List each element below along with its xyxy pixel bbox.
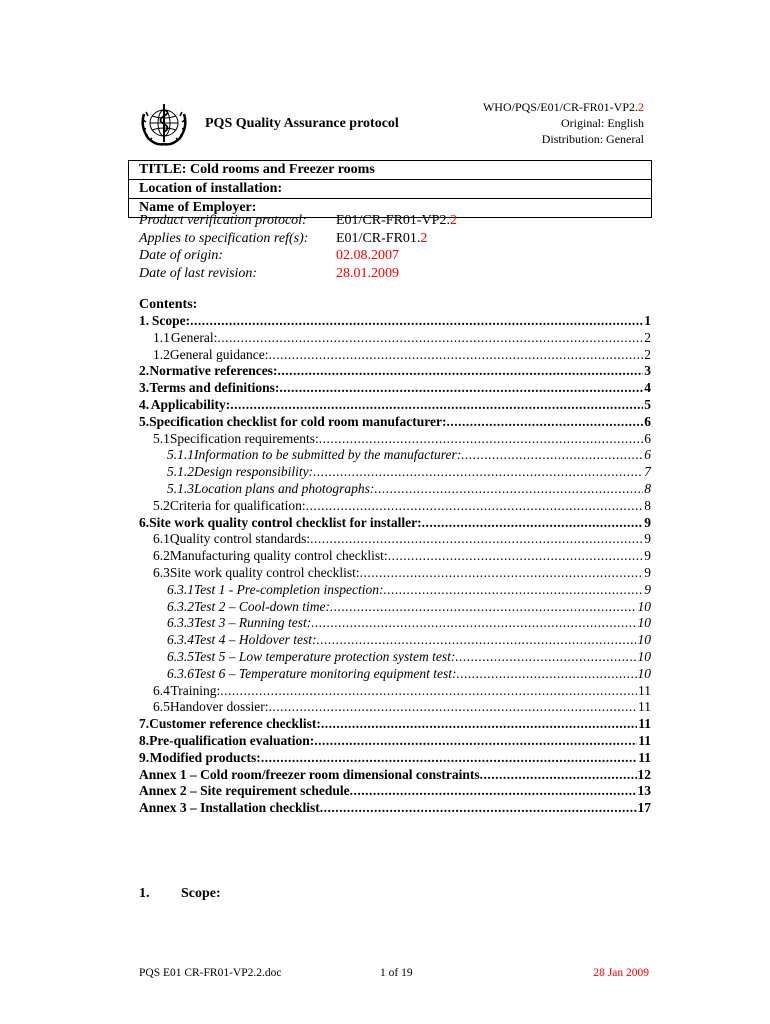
section-number: 1.: [139, 886, 150, 901]
toc-entry-page: 5: [644, 396, 651, 412]
toc-entry-page: 3: [644, 363, 651, 379]
toc-entry-title: Manufacturing quality control checklist:: [169, 548, 388, 564]
toc-entry-page: 17: [637, 800, 651, 816]
toc-dot-leader: [388, 548, 644, 565]
toc-entry[interactable]: [139, 683, 651, 700]
toc-entry[interactable]: [139, 599, 651, 616]
toc-entry-page: 2: [644, 346, 651, 362]
toc-dot-leader: [383, 582, 643, 599]
toc-dot-leader: [360, 565, 644, 582]
toc-entry-title: Annex 2 – Site requirement schedule: [139, 783, 350, 799]
toc-entry[interactable]: [139, 431, 651, 448]
meta-value-revision: 02.08.2007: [336, 248, 399, 263]
toc-dot-leader: [314, 733, 637, 750]
toc-entry[interactable]: [139, 548, 651, 565]
toc-entry-number: 5.2: [153, 497, 170, 513]
toc-entry-page: 6: [644, 447, 651, 463]
toc-entry-page: 11: [638, 682, 651, 698]
meta-label: Date of origin:: [139, 248, 223, 263]
meta-label: Applies to specification ref(s):: [139, 230, 309, 246]
toc-entry-number: 9.: [139, 749, 150, 765]
contents-heading: Contents:: [139, 297, 198, 312]
who-emblem-logo: [136, 98, 192, 150]
toc-entry-title: Design responsibility:: [194, 464, 314, 480]
toc-entry-number: 6.2: [153, 548, 170, 564]
toc-entry-title: Test 6 – Temperature monitoring equipment test:: [194, 665, 457, 681]
toc-entry-page: 8: [644, 480, 651, 496]
toc-entry-page: 10: [637, 665, 651, 681]
original-language: Original: English: [561, 116, 644, 130]
toc-entry[interactable]: [139, 330, 651, 347]
toc-entry-number: 8.: [139, 732, 150, 748]
toc-dot-leader: [461, 447, 643, 464]
toc-entry-page: 8: [644, 497, 651, 513]
toc-entry-title: Information to be submitted by the manufacturer:: [194, 447, 462, 463]
toc-dot-leader: [190, 313, 643, 330]
protocol-metadata: [139, 212, 457, 282]
toc-entry-title: Customer reference checklist:: [149, 716, 321, 732]
toc-entry[interactable]: [139, 800, 651, 817]
toc-entry-title: Applicability:: [150, 396, 231, 412]
toc-entry[interactable]: [139, 515, 651, 532]
toc-entry-number: 1.1: [153, 329, 170, 345]
toc-entry[interactable]: [139, 750, 651, 767]
toc-dot-leader: [268, 347, 643, 364]
toc-entry-page: 9: [644, 531, 651, 547]
table-of-contents: [139, 313, 651, 817]
toc-entry[interactable]: [139, 565, 651, 582]
meta-value-revision: 2: [449, 213, 457, 228]
toc-entry-number: 6.3.2: [167, 598, 194, 614]
toc-entry-page: 9: [644, 548, 651, 564]
toc-dot-leader: [261, 750, 637, 767]
toc-entry-page: 6: [644, 413, 651, 429]
toc-entry[interactable]: [139, 347, 651, 364]
toc-entry-number: 3.: [139, 380, 150, 396]
toc-entry-title: Test 3 – Running test:: [194, 615, 312, 631]
toc-entry-title: Site work quality control checklist for installer:: [149, 514, 422, 530]
distribution: Distribution: General: [541, 132, 644, 146]
meta-row: [139, 230, 457, 248]
protocol-title: PQS Quality Assurance protocol: [205, 116, 399, 131]
document-code: [483, 99, 644, 115]
toc-entry-page: 9: [644, 514, 651, 530]
toc-entry-number: 6.: [139, 514, 150, 530]
toc-dot-leader: [330, 599, 636, 616]
toc-dot-leader: [220, 683, 637, 700]
toc-entry[interactable]: [139, 531, 651, 548]
toc-entry[interactable]: [139, 716, 651, 733]
toc-entry-number: 5.1: [153, 430, 170, 446]
toc-entry[interactable]: [139, 699, 651, 716]
toc-entry-number: 5.1.3: [167, 480, 194, 496]
toc-dot-leader: [306, 498, 644, 515]
toc-entry-page: 10: [637, 648, 651, 664]
toc-entry-title: Specification requirements:: [169, 430, 319, 446]
toc-entry[interactable]: [139, 582, 651, 599]
toc-entry[interactable]: [139, 397, 651, 414]
toc-entry-number: 6.3.4: [167, 632, 194, 648]
toc-dot-leader: [313, 464, 643, 481]
toc-entry-number: 6.3.3: [167, 615, 194, 631]
toc-entry-title: Annex 3 – Installation checklist: [139, 800, 320, 816]
toc-entry-number: 6.4: [153, 682, 170, 698]
toc-entry-page: 7: [644, 464, 651, 480]
toc-entry-page: 2: [644, 329, 651, 345]
meta-label: Product verification protocol:: [139, 213, 307, 228]
toc-entry-page: 11: [638, 716, 651, 732]
location-line: Location of installation:: [129, 180, 651, 199]
section-title: Scope:: [181, 886, 221, 901]
toc-entry-title: General guidance:: [169, 346, 269, 362]
toc-entry-page: 12: [637, 766, 651, 782]
toc-entry-number: 4.: [139, 396, 150, 412]
toc-dot-leader: [268, 699, 637, 716]
toc-entry-title: Normative references:: [149, 363, 278, 379]
toc-entry-title: Handover dossier:: [169, 699, 269, 715]
employer-line: Name of Employer:: [139, 200, 257, 215]
toc-entry-title: Criteria for qualification:: [169, 497, 306, 513]
toc-entry[interactable]: [139, 464, 651, 481]
toc-dot-leader: [319, 431, 644, 448]
toc-dot-leader: [230, 397, 643, 414]
toc-entry-title: Specification checklist for cold room manufacturer:: [149, 413, 447, 429]
toc-entry-number: 1.2: [153, 346, 170, 362]
toc-dot-leader: [310, 531, 643, 548]
toc-entry[interactable]: [139, 498, 651, 515]
toc-entry-title: Training:: [170, 682, 221, 698]
toc-entry-number: 6.5: [153, 699, 170, 715]
title-line: TITLE: Cold rooms and Freezer rooms: [129, 161, 651, 180]
toc-dot-leader: [311, 615, 636, 632]
toc-entry-number: 5.1.2: [167, 464, 194, 480]
toc-entry[interactable]: [139, 666, 651, 683]
toc-entry-title: Site work quality control checklist:: [169, 564, 360, 580]
toc-entry[interactable]: [139, 733, 651, 750]
footer-date: 28 Jan 2009: [593, 967, 649, 979]
meta-row: [139, 212, 457, 230]
toc-entry-number: 2.: [139, 363, 150, 379]
meta-label: Date of last revision:: [139, 265, 258, 281]
toc-dot-leader: [350, 783, 637, 800]
toc-dot-leader: [422, 515, 644, 532]
toc-dot-leader: [480, 767, 637, 784]
toc-dot-leader: [321, 716, 637, 733]
toc-entry-number: 7.: [139, 716, 150, 732]
meta-value-revision: 2: [420, 230, 428, 246]
toc-entry[interactable]: [139, 783, 651, 800]
toc-entry-page: 11: [638, 699, 651, 715]
document-code-main: WHO/PQS/E01/CR-FR01-VP2.: [482, 100, 638, 114]
toc-entry[interactable]: [139, 632, 651, 649]
toc-entry[interactable]: [139, 380, 651, 397]
toc-entry-page: 1: [644, 313, 651, 328]
toc-dot-leader: [457, 666, 637, 683]
toc-entry-title: Scope:: [151, 313, 191, 328]
toc-entry-title: General:: [170, 329, 218, 345]
toc-entry[interactable]: [139, 767, 651, 784]
toc-entry-page: 6: [644, 430, 651, 446]
meta-row: [139, 265, 457, 283]
toc-dot-leader: [217, 330, 643, 347]
toc-entry-title: Quality control standards:: [169, 531, 311, 547]
toc-entry-number: 6.3.6: [167, 665, 194, 681]
toc-entry-title: Location plans and photographs:: [194, 480, 375, 496]
toc-entry-page: 10: [637, 632, 651, 648]
toc-entry[interactable]: [139, 481, 651, 498]
toc-entry-number: 1.: [139, 313, 150, 328]
toc-entry-number: 6.3: [153, 564, 170, 580]
toc-entry-title: Test 2 – Cool-down time:: [194, 598, 331, 614]
toc-entry-number: 6.3.1: [167, 581, 194, 597]
toc-entry-number: 5.1.1: [167, 447, 194, 463]
toc-entry-page: 10: [637, 615, 651, 631]
toc-entry-title: Modified products:: [149, 749, 261, 765]
toc-dot-leader: [374, 481, 643, 498]
toc-entry-page: 10: [637, 598, 651, 614]
toc-entry-page: 4: [644, 380, 651, 396]
toc-entry[interactable]: [139, 649, 651, 666]
toc-entry-title: Test 5 – Low temperature protection system test:: [194, 648, 456, 664]
toc-entry[interactable]: [139, 363, 651, 380]
toc-entry-title: Test 1 - Pre-completion inspection:: [194, 581, 384, 597]
title-box: [128, 160, 652, 218]
toc-entry-page: 11: [638, 749, 651, 765]
toc-dot-leader: [279, 380, 643, 397]
toc-entry[interactable]: [139, 615, 651, 632]
toc-entry-page: 9: [644, 581, 651, 597]
toc-entry-page: 9: [644, 564, 651, 580]
toc-entry-title: Test 4 – Holdover test:: [194, 632, 317, 648]
toc-entry-number: 6.3.5: [167, 648, 194, 664]
toc-entry-page: 13: [637, 783, 651, 799]
toc-entry-title: Pre-qualification evaluation:: [149, 732, 315, 748]
meta-value: E01/CR-FR01-VP2.: [336, 213, 450, 228]
toc-entry[interactable]: [139, 414, 651, 431]
toc-entry-page: 11: [638, 732, 651, 748]
meta-value-revision: 28.01.2009: [336, 265, 399, 281]
document-code-revision: 2: [638, 100, 644, 114]
toc-dot-leader: [455, 649, 636, 666]
meta-value: E01/CR-FR01.: [336, 230, 421, 246]
toc-dot-leader: [446, 414, 643, 431]
toc-dot-leader: [277, 363, 643, 380]
document-info: [483, 99, 644, 147]
toc-entry[interactable]: [139, 313, 651, 330]
toc-dot-leader: [320, 800, 637, 817]
footer-filename: PQS E01 CR-FR01-VP2.2.doc: [139, 967, 282, 979]
toc-dot-leader: [317, 632, 637, 649]
toc-entry-title: Annex 1 – Cold room/freezer room dimensional constraints: [139, 766, 480, 782]
meta-row: [139, 247, 457, 265]
footer-page-number: 1 of 19: [380, 967, 413, 979]
toc-entry[interactable]: [139, 447, 651, 464]
toc-entry-number: 5.: [139, 413, 150, 429]
toc-entry-number: 6.1: [153, 531, 170, 547]
toc-entry-title: Terms and definitions:: [149, 380, 280, 396]
